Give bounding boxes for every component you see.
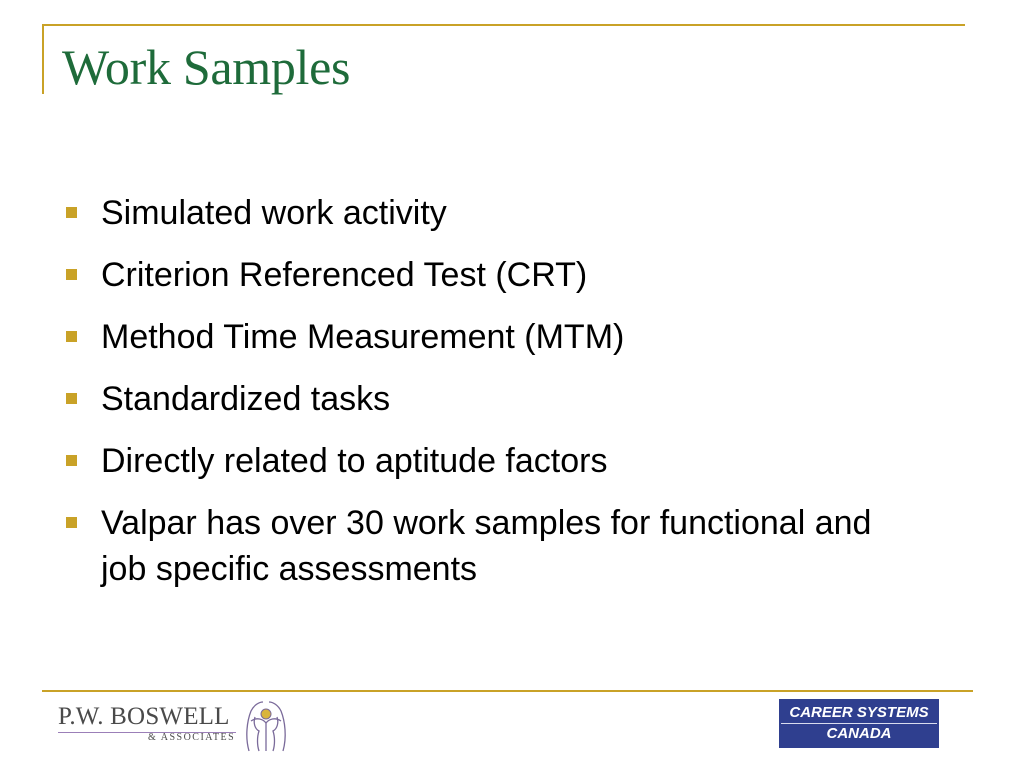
slide-title: Work Samples — [62, 39, 351, 95]
bullet-square-icon — [66, 455, 77, 466]
bullet-item — [64, 252, 964, 298]
bullet-item — [64, 500, 881, 592]
bullet-square-icon — [66, 207, 77, 218]
bullet-text: Method Time Measurement (MTM) — [101, 318, 625, 356]
bullet-item — [64, 190, 964, 236]
bullet-text: Standardized tasks — [101, 380, 391, 418]
bullet-square-icon — [66, 269, 77, 280]
bullet-square-icon — [66, 517, 77, 528]
bullet-text: Criterion Referenced Test (CRT) — [101, 256, 588, 294]
bullet-item — [64, 314, 964, 360]
career-systems-logo-line2: CANADA — [826, 725, 892, 742]
boswell-emblem-icon — [241, 697, 291, 753]
boswell-logo — [58, 697, 298, 753]
bullet-item — [64, 438, 964, 484]
bullet-square-icon — [66, 393, 77, 404]
bullet-text: Valpar has over 30 work samples for functional and job specific assessments — [101, 504, 872, 588]
footer-rule — [42, 690, 973, 692]
career-systems-logo-line1: CAREER SYSTEMS — [781, 703, 937, 724]
frame-left-rule — [42, 24, 44, 94]
bullet-square-icon — [66, 331, 77, 342]
bullet-text: Simulated work activity — [101, 194, 447, 232]
frame-top-rule — [42, 24, 965, 26]
career-systems-logo — [779, 699, 939, 748]
bullet-list — [64, 190, 964, 608]
bullet-item — [64, 376, 964, 422]
bullet-text: Directly related to aptitude factors — [101, 442, 608, 480]
boswell-logo-subtitle: & ASSOCIATES — [148, 732, 236, 743]
boswell-logo-name: P.W. BOSWELL — [58, 703, 230, 730]
